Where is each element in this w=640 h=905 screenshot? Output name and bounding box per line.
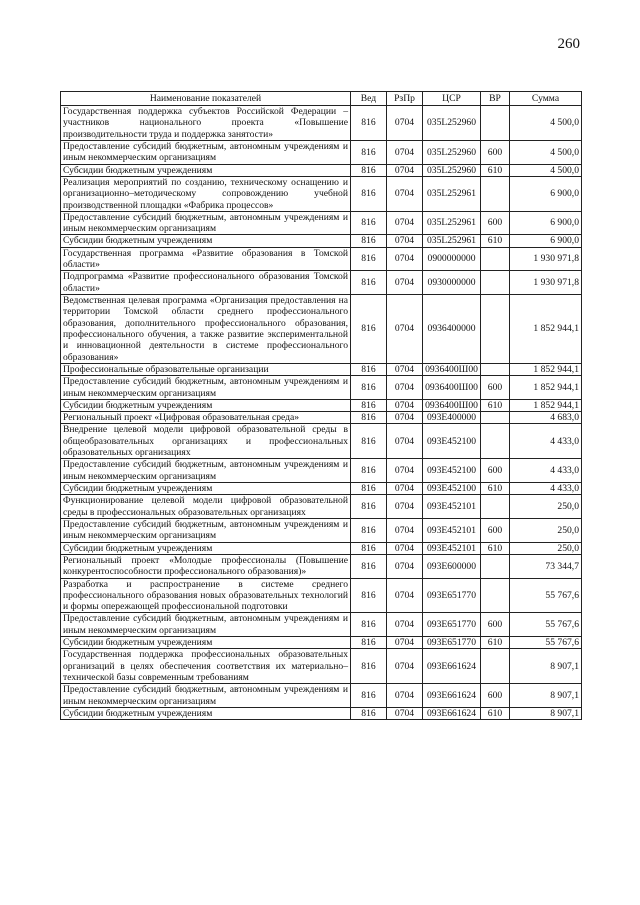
- cell-rzpr: 0704: [387, 424, 423, 459]
- header-vr: ВР: [481, 92, 510, 106]
- cell-name: Субсидии бюджетным учреждениям: [61, 707, 351, 719]
- cell-ved: 816: [351, 399, 387, 411]
- cell-ved: 816: [351, 412, 387, 424]
- table-body: [61, 106, 582, 720]
- cell-rzpr: 0704: [387, 707, 423, 719]
- cell-vr: [481, 295, 510, 364]
- budget-table: [60, 91, 582, 720]
- cell-name: Предоставление субсидий бюджетным, автономным учреждениям и иным некоммерческим организациям: [61, 613, 351, 637]
- table-row: [61, 176, 582, 211]
- cell-name: Региональный проект «Цифровая образовательная среда»: [61, 412, 351, 424]
- cell-sum: 55 767,6: [510, 637, 582, 649]
- cell-csr: 093Е452100: [423, 483, 481, 495]
- cell-vr: [481, 106, 510, 141]
- cell-csr: 0930000000: [423, 271, 481, 295]
- cell-sum: 8 907,1: [510, 684, 582, 708]
- cell-sum: 4 500,0: [510, 140, 582, 164]
- cell-rzpr: 0704: [387, 554, 423, 578]
- cell-vr: [481, 495, 510, 519]
- cell-sum: 4 683,0: [510, 412, 582, 424]
- cell-name: Предоставление субсидий бюджетным, автономным учреждениям и иным некоммерческим организациям: [61, 140, 351, 164]
- table-row: [61, 211, 582, 235]
- cell-rzpr: 0704: [387, 235, 423, 247]
- cell-csr: 035L252960: [423, 106, 481, 141]
- cell-ved: 816: [351, 459, 387, 483]
- cell-ved: 816: [351, 684, 387, 708]
- cell-rzpr: 0704: [387, 542, 423, 554]
- page-number: 260: [557, 36, 580, 52]
- cell-vr: 600: [481, 518, 510, 542]
- cell-sum: 1 930 971,8: [510, 271, 582, 295]
- table-row: [61, 495, 582, 519]
- cell-sum: 73 344,7: [510, 554, 582, 578]
- cell-ved: 816: [351, 295, 387, 364]
- cell-csr: 035L252960: [423, 164, 481, 176]
- cell-ved: 816: [351, 363, 387, 375]
- cell-csr: 093Е400000: [423, 412, 481, 424]
- cell-vr: [481, 363, 510, 375]
- table-row: [61, 271, 582, 295]
- cell-sum: 250,0: [510, 542, 582, 554]
- table-row: [61, 295, 582, 364]
- cell-ved: 816: [351, 376, 387, 400]
- cell-sum: 8 907,1: [510, 707, 582, 719]
- cell-sum: 1 852 944,1: [510, 399, 582, 411]
- cell-rzpr: 0704: [387, 399, 423, 411]
- cell-vr: 600: [481, 211, 510, 235]
- cell-rzpr: 0704: [387, 684, 423, 708]
- table-row: [61, 613, 582, 637]
- table-row: [61, 424, 582, 459]
- header-sum: Сумма: [510, 92, 582, 106]
- cell-ved: 816: [351, 140, 387, 164]
- cell-sum: 1 852 944,1: [510, 295, 582, 364]
- cell-name: Предоставление субсидий бюджетным, автономным учреждениям и иным некоммерческим организациям: [61, 376, 351, 400]
- cell-sum: 1 930 971,8: [510, 247, 582, 271]
- cell-ved: 816: [351, 554, 387, 578]
- cell-name: Субсидии бюджетным учреждениям: [61, 542, 351, 554]
- cell-vr: [481, 271, 510, 295]
- cell-name: Региональный проект «Молодые профессионалы (Повышение конкурентоспособности профессионального образования)»: [61, 554, 351, 578]
- cell-rzpr: 0704: [387, 613, 423, 637]
- cell-ved: 816: [351, 247, 387, 271]
- cell-name: Государственная поддержка профессиональных образовательных организаций в целях обеспечения соответствия их материально–технической базы современным требованиям: [61, 649, 351, 684]
- table-row: [61, 483, 582, 495]
- cell-sum: 55 767,6: [510, 578, 582, 613]
- table-row: [61, 376, 582, 400]
- cell-csr: 093Е600000: [423, 554, 481, 578]
- cell-csr: 0936400000: [423, 295, 481, 364]
- cell-rzpr: 0704: [387, 495, 423, 519]
- cell-name: Реализация мероприятий по созданию, техническому оснащению и организационно–методическому сопровождению учебной производственной площадки «Фабрика процессов»: [61, 176, 351, 211]
- cell-rzpr: 0704: [387, 363, 423, 375]
- table-row: [61, 412, 582, 424]
- cell-vr: 600: [481, 376, 510, 400]
- table-header-row: [61, 92, 582, 106]
- cell-ved: 816: [351, 176, 387, 211]
- cell-sum: 8 907,1: [510, 649, 582, 684]
- cell-csr: 093Е452101: [423, 542, 481, 554]
- cell-ved: 816: [351, 613, 387, 637]
- cell-rzpr: 0704: [387, 649, 423, 684]
- table-row: [61, 399, 582, 411]
- cell-name: Субсидии бюджетным учреждениям: [61, 637, 351, 649]
- cell-rzpr: 0704: [387, 483, 423, 495]
- header-ved: Вед: [351, 92, 387, 106]
- table-row: [61, 247, 582, 271]
- cell-sum: 4 500,0: [510, 164, 582, 176]
- cell-csr: 093Е661624: [423, 707, 481, 719]
- table-row: [61, 140, 582, 164]
- cell-rzpr: 0704: [387, 176, 423, 211]
- cell-name: Субсидии бюджетным учреждениям: [61, 483, 351, 495]
- cell-rzpr: 0704: [387, 376, 423, 400]
- cell-ved: 816: [351, 483, 387, 495]
- cell-rzpr: 0704: [387, 271, 423, 295]
- cell-vr: 610: [481, 637, 510, 649]
- cell-vr: [481, 247, 510, 271]
- cell-ved: 816: [351, 424, 387, 459]
- cell-sum: 6 900,0: [510, 176, 582, 211]
- table-row: [61, 637, 582, 649]
- cell-csr: 0936400Ш00: [423, 376, 481, 400]
- cell-name: Функционирование целевой модели цифровой образовательной среды в профессиональных образовательных организациях: [61, 495, 351, 519]
- cell-rzpr: 0704: [387, 211, 423, 235]
- cell-vr: 610: [481, 235, 510, 247]
- cell-vr: [481, 649, 510, 684]
- cell-vr: 610: [481, 399, 510, 411]
- cell-rzpr: 0704: [387, 578, 423, 613]
- cell-vr: [481, 554, 510, 578]
- cell-ved: 816: [351, 211, 387, 235]
- cell-vr: 610: [481, 707, 510, 719]
- cell-vr: 610: [481, 164, 510, 176]
- cell-ved: 816: [351, 106, 387, 141]
- table-row: [61, 164, 582, 176]
- cell-vr: [481, 424, 510, 459]
- cell-name: Профессиональные образовательные организации: [61, 363, 351, 375]
- cell-ved: 816: [351, 164, 387, 176]
- cell-rzpr: 0704: [387, 140, 423, 164]
- header-rzpr: РзПр: [387, 92, 423, 106]
- cell-rzpr: 0704: [387, 518, 423, 542]
- cell-name: Разработка и распространение в системе среднего профессионального образования новых образовательных технологий и формы опережающей профессиональной подготовки: [61, 578, 351, 613]
- cell-csr: 093Е452101: [423, 495, 481, 519]
- cell-ved: 816: [351, 495, 387, 519]
- cell-name: Субсидии бюджетным учреждениям: [61, 399, 351, 411]
- table-row: [61, 363, 582, 375]
- cell-name: Подпрограмма «Развитие профессионального образования Томской области»: [61, 271, 351, 295]
- cell-ved: 816: [351, 649, 387, 684]
- cell-sum: 250,0: [510, 518, 582, 542]
- cell-sum: 6 900,0: [510, 235, 582, 247]
- cell-rzpr: 0704: [387, 637, 423, 649]
- cell-csr: 093Е452100: [423, 424, 481, 459]
- cell-ved: 816: [351, 707, 387, 719]
- cell-csr: 035L252961: [423, 211, 481, 235]
- cell-ved: 816: [351, 578, 387, 613]
- cell-sum: 4 500,0: [510, 106, 582, 141]
- table-row: [61, 578, 582, 613]
- cell-vr: 600: [481, 459, 510, 483]
- cell-name: Внедрение целевой модели цифровой образовательной среды в общеобразовательных организациях и профессиональных образовательных организациях: [61, 424, 351, 459]
- cell-rzpr: 0704: [387, 459, 423, 483]
- cell-name: Ведомственная целевая программа «Организация предоставления на территории Томской области среднего профессионального образования, дополнительного профессионального образования, профессионального обучения, а также развитие экспериментальной и инновационной деятельности в системе профессионального образования»: [61, 295, 351, 364]
- cell-sum: 4 433,0: [510, 483, 582, 495]
- cell-vr: 600: [481, 140, 510, 164]
- cell-csr: 093Е452101: [423, 518, 481, 542]
- cell-name: Субсидии бюджетным учреждениям: [61, 235, 351, 247]
- cell-name: Предоставление субсидий бюджетным, автономным учреждениям и иным некоммерческим организациям: [61, 684, 351, 708]
- cell-sum: 1 852 944,1: [510, 363, 582, 375]
- cell-sum: 250,0: [510, 495, 582, 519]
- table-row: [61, 684, 582, 708]
- cell-rzpr: 0704: [387, 106, 423, 141]
- cell-rzpr: 0704: [387, 295, 423, 364]
- cell-csr: 0900000000: [423, 247, 481, 271]
- cell-vr: [481, 412, 510, 424]
- cell-vr: 610: [481, 542, 510, 554]
- cell-csr: 035L252960: [423, 140, 481, 164]
- cell-ved: 816: [351, 637, 387, 649]
- cell-csr: 093Е651770: [423, 578, 481, 613]
- cell-sum: 4 433,0: [510, 459, 582, 483]
- cell-csr: 0936400Ш00: [423, 363, 481, 375]
- cell-csr: 093Е651770: [423, 613, 481, 637]
- cell-ved: 816: [351, 271, 387, 295]
- table-row: [61, 106, 582, 141]
- cell-ved: 816: [351, 542, 387, 554]
- table-row: [61, 235, 582, 247]
- cell-csr: 093Е661624: [423, 649, 481, 684]
- cell-sum: 6 900,0: [510, 211, 582, 235]
- cell-rzpr: 0704: [387, 164, 423, 176]
- table-row: [61, 554, 582, 578]
- header-csr: ЦСР: [423, 92, 481, 106]
- cell-ved: 816: [351, 235, 387, 247]
- cell-vr: 610: [481, 483, 510, 495]
- cell-csr: 093Е651770: [423, 637, 481, 649]
- cell-name: Государственная поддержка субъектов Российской Федерации – участников национального проекта «Повышение производительности труда и поддержка занятости»: [61, 106, 351, 141]
- cell-sum: 1 852 944,1: [510, 376, 582, 400]
- cell-sum: 55 767,6: [510, 613, 582, 637]
- cell-name: Предоставление субсидий бюджетным, автономным учреждениям и иным некоммерческим организациям: [61, 211, 351, 235]
- table-row: [61, 707, 582, 719]
- cell-vr: 600: [481, 684, 510, 708]
- cell-vr: 600: [481, 613, 510, 637]
- cell-name: Субсидии бюджетным учреждениям: [61, 164, 351, 176]
- table-row: [61, 542, 582, 554]
- cell-name: Предоставление субсидий бюджетным, автономным учреждениям и иным некоммерческим организациям: [61, 518, 351, 542]
- cell-csr: 093Е452100: [423, 459, 481, 483]
- cell-csr: 035L252961: [423, 235, 481, 247]
- cell-ved: 816: [351, 518, 387, 542]
- cell-csr: 0936400Ш00: [423, 399, 481, 411]
- cell-name: Предоставление субсидий бюджетным, автономным учреждениям и иным некоммерческим организациям: [61, 459, 351, 483]
- cell-rzpr: 0704: [387, 412, 423, 424]
- cell-name: Государственная программа «Развитие образования в Томской области»: [61, 247, 351, 271]
- cell-csr: 093Е661624: [423, 684, 481, 708]
- table-row: [61, 459, 582, 483]
- table-row: [61, 518, 582, 542]
- cell-csr: 035L252961: [423, 176, 481, 211]
- cell-vr: [481, 578, 510, 613]
- cell-rzpr: 0704: [387, 247, 423, 271]
- table-row: [61, 649, 582, 684]
- header-name: Наименование показателей: [61, 92, 351, 106]
- cell-sum: 4 433,0: [510, 424, 582, 459]
- cell-vr: [481, 176, 510, 211]
